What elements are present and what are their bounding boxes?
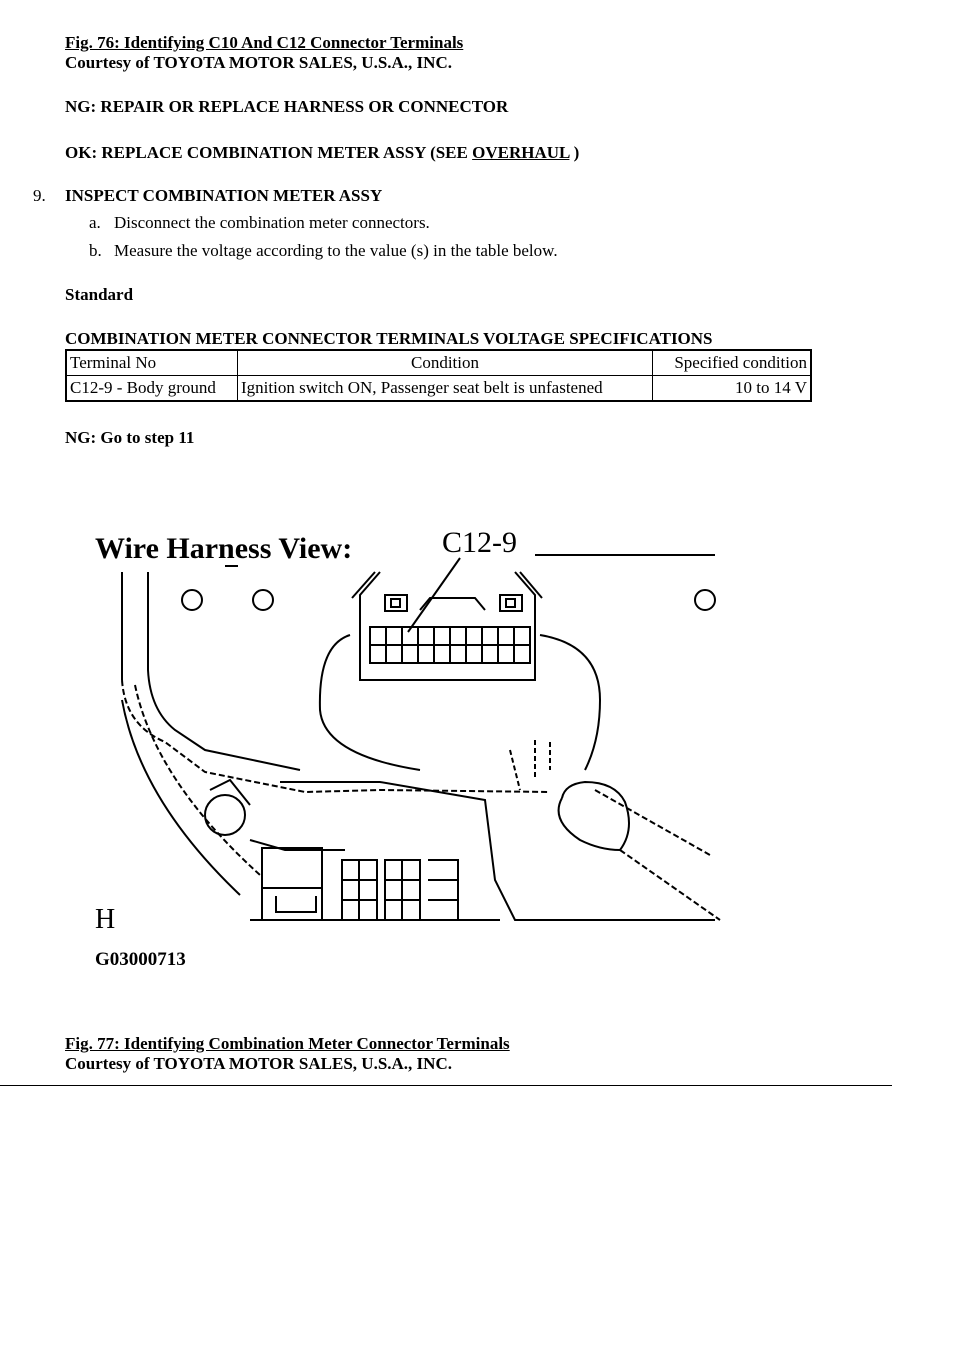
- substep-b-marker: b.: [89, 241, 102, 260]
- step-number: 9.: [33, 186, 46, 205]
- fig76-courtesy: Courtesy of TOYOTA MOTOR SALES, U.S.A., INC.: [65, 53, 452, 72]
- ok-suffix: ): [569, 143, 580, 162]
- ng-repair-text: NG: REPAIR OR REPLACE HARNESS OR CONNECTOR: [65, 97, 509, 116]
- fig77-title: Fig. 77: Identifying Combination Meter Connector Terminals: [65, 1034, 510, 1053]
- table-row: [66, 376, 811, 402]
- wire-harness-diagram: [80, 510, 730, 980]
- fig77-courtesy: Courtesy of TOYOTA MOTOR SALES, U.S.A., INC.: [65, 1054, 452, 1073]
- substep-a-text: Disconnect the combination meter connectors.: [114, 213, 430, 232]
- header-condition: Condition: [238, 350, 653, 376]
- section-divider: [0, 1085, 892, 1086]
- ng-goto-text: NG: Go to step 11: [65, 428, 195, 447]
- header-terminal-no: Terminal No: [66, 350, 238, 376]
- table-header-row: [66, 350, 811, 376]
- substep-b-text: Measure the voltage according to the value (s) in the table below.: [114, 241, 558, 260]
- corner-letter: H: [95, 904, 116, 935]
- overhaul-link[interactable]: OVERHAUL: [472, 143, 570, 162]
- voltage-spec-table: [65, 349, 812, 402]
- diagram-heading: Wire Harness View:: [95, 532, 353, 565]
- ok-prefix: OK: REPLACE COMBINATION METER ASSY (SEE: [65, 143, 473, 162]
- standard-label: Standard: [65, 285, 134, 304]
- ok-replace-text: [65, 143, 579, 163]
- substep-a-marker: a.: [89, 213, 101, 232]
- cell-condition: Ignition switch ON, Passenger seat belt is unfastened: [238, 376, 653, 402]
- header-specified-condition: Specified condition: [653, 350, 812, 376]
- figure-code: G03000713: [95, 949, 186, 970]
- table-title: COMBINATION METER CONNECTOR TERMINALS VOLTAGE SPECIFICATIONS: [65, 329, 713, 348]
- step-title: INSPECT COMBINATION METER ASSY: [65, 186, 383, 205]
- callout-label: C12-9: [442, 526, 517, 559]
- cell-terminal: C12-9 - Body ground: [66, 376, 238, 402]
- cell-specified: 10 to 14 V: [653, 376, 812, 402]
- fig76-title: Fig. 76: Identifying C10 And C12 Connector Terminals: [65, 33, 464, 52]
